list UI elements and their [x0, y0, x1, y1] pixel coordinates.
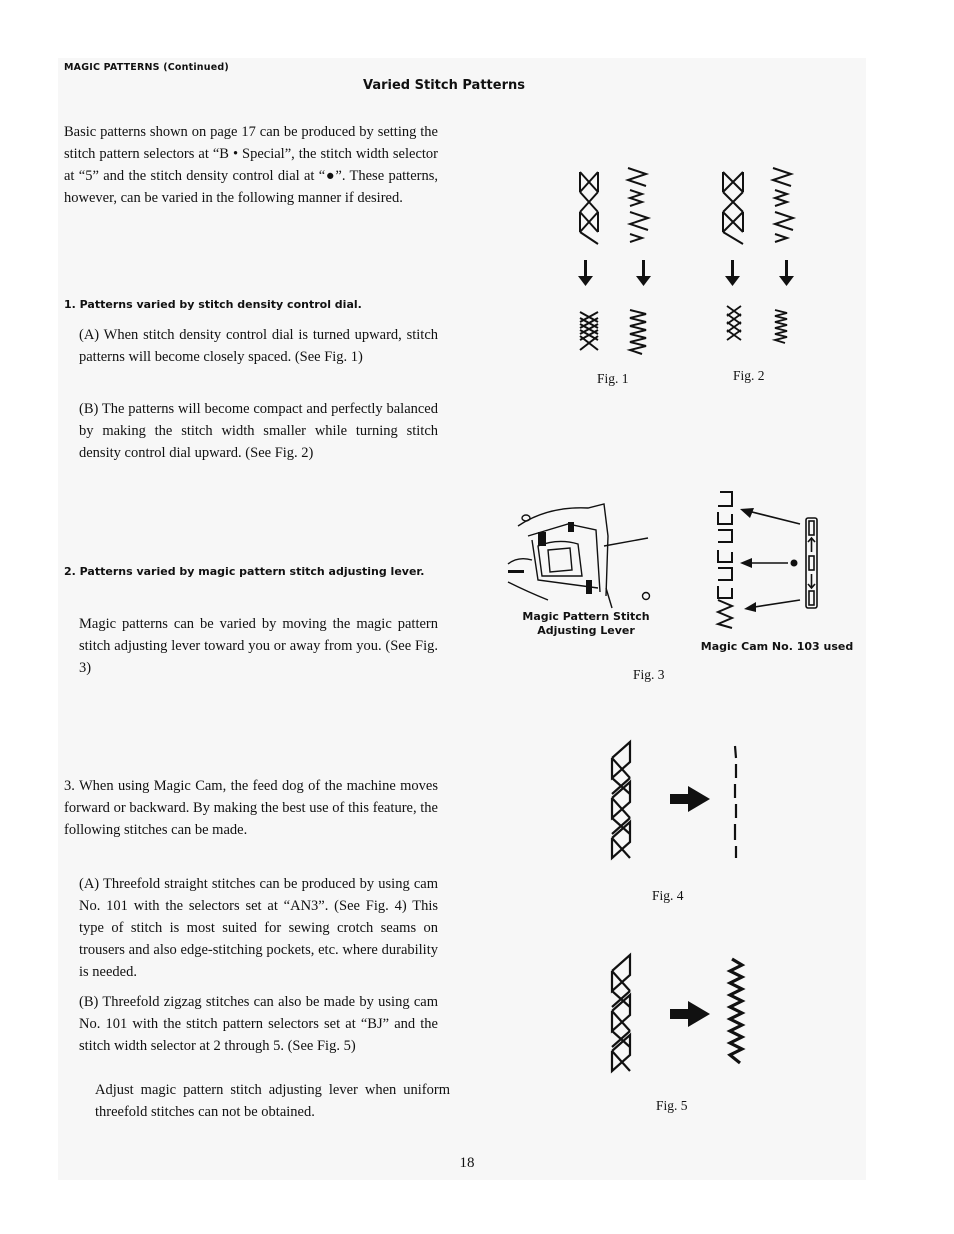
section-1-heading: 1. Patterns varied by stitch density control dial.	[64, 298, 362, 311]
fig2-caption: Fig. 2	[733, 368, 765, 383]
fig5-caption: Fig. 5	[656, 1098, 688, 1113]
section-2-body: Magic patterns can be varied by moving the magic pattern stitch adjusting lever toward you or away from you. (See Fig. 3)	[79, 616, 438, 676]
intro-paragraph: Basic patterns shown on page 17 can be produced by setting the stitch pattern selectors at “B • Special”, the stitch width selector at “5” and the stitch density control dial at “●”. These patterns, however, can be varied in the following manner if desired.	[64, 124, 438, 206]
section-2-heading: 2. Patterns varied by magic pattern stitch adjusting lever.	[64, 565, 425, 578]
fig5-illustration	[608, 955, 758, 1073]
section-1-item-a: (A) When stitch density control dial is turned upward, stitch patterns will become closely spaced. (See Fig. 1)	[79, 327, 438, 365]
fig3-lever-label-line1: Magic Pattern Stitch	[522, 610, 650, 623]
fig1-caption: Fig. 1	[597, 371, 629, 386]
section-3-note: Adjust magic pattern stitch adjusting lever when uniform threefold stitches can not be obtained.	[95, 1082, 450, 1120]
section-3-item-b: (B) Threefold zigzag stitches can also be made by using cam No. 101 with the stitch pattern selectors set at “BJ” and the stitch width selector at 2 through 5. (See Fig. 5)	[79, 994, 438, 1054]
fig3-stitch-diagram	[712, 488, 822, 628]
fig3-caption: Fig. 3	[633, 667, 665, 682]
fig1-illustration	[570, 160, 670, 360]
section-3-item-a: (A) Threefold straight stitches can be produced by using cam No. 101 with the selectors set at “AN3”. (See Fig. 4) This type of stitch is most suited for sewing crotch seams on trousers and also edge-stitching pockets, etc. where durability is needed.	[79, 876, 438, 980]
fig2-illustration	[717, 160, 817, 360]
fig3-machine-illustration	[508, 496, 658, 610]
fig4-illustration	[608, 742, 758, 864]
section-1-item-b: (B) The patterns will become compact and perfectly balanced by making the stitch width smaller while turning stitch density control dial upward. (See Fig. 2)	[79, 401, 438, 461]
section-3-lead: 3. When using Magic Cam, the feed dog of the machine moves forward or backward. By making the best use of this feature, the following stitches can be made.	[64, 778, 438, 838]
fig3-lever-label-line2: Adjusting Lever	[537, 624, 635, 637]
page-number: 18	[459, 1155, 475, 1171]
fig3-cam-label: Magic Cam No. 103 used	[700, 640, 854, 653]
fig4-caption: Fig. 4	[652, 888, 684, 903]
running-header: MAGIC PATTERNS (Continued)	[64, 62, 229, 73]
section-title: Varied Stitch Patterns	[363, 78, 525, 93]
